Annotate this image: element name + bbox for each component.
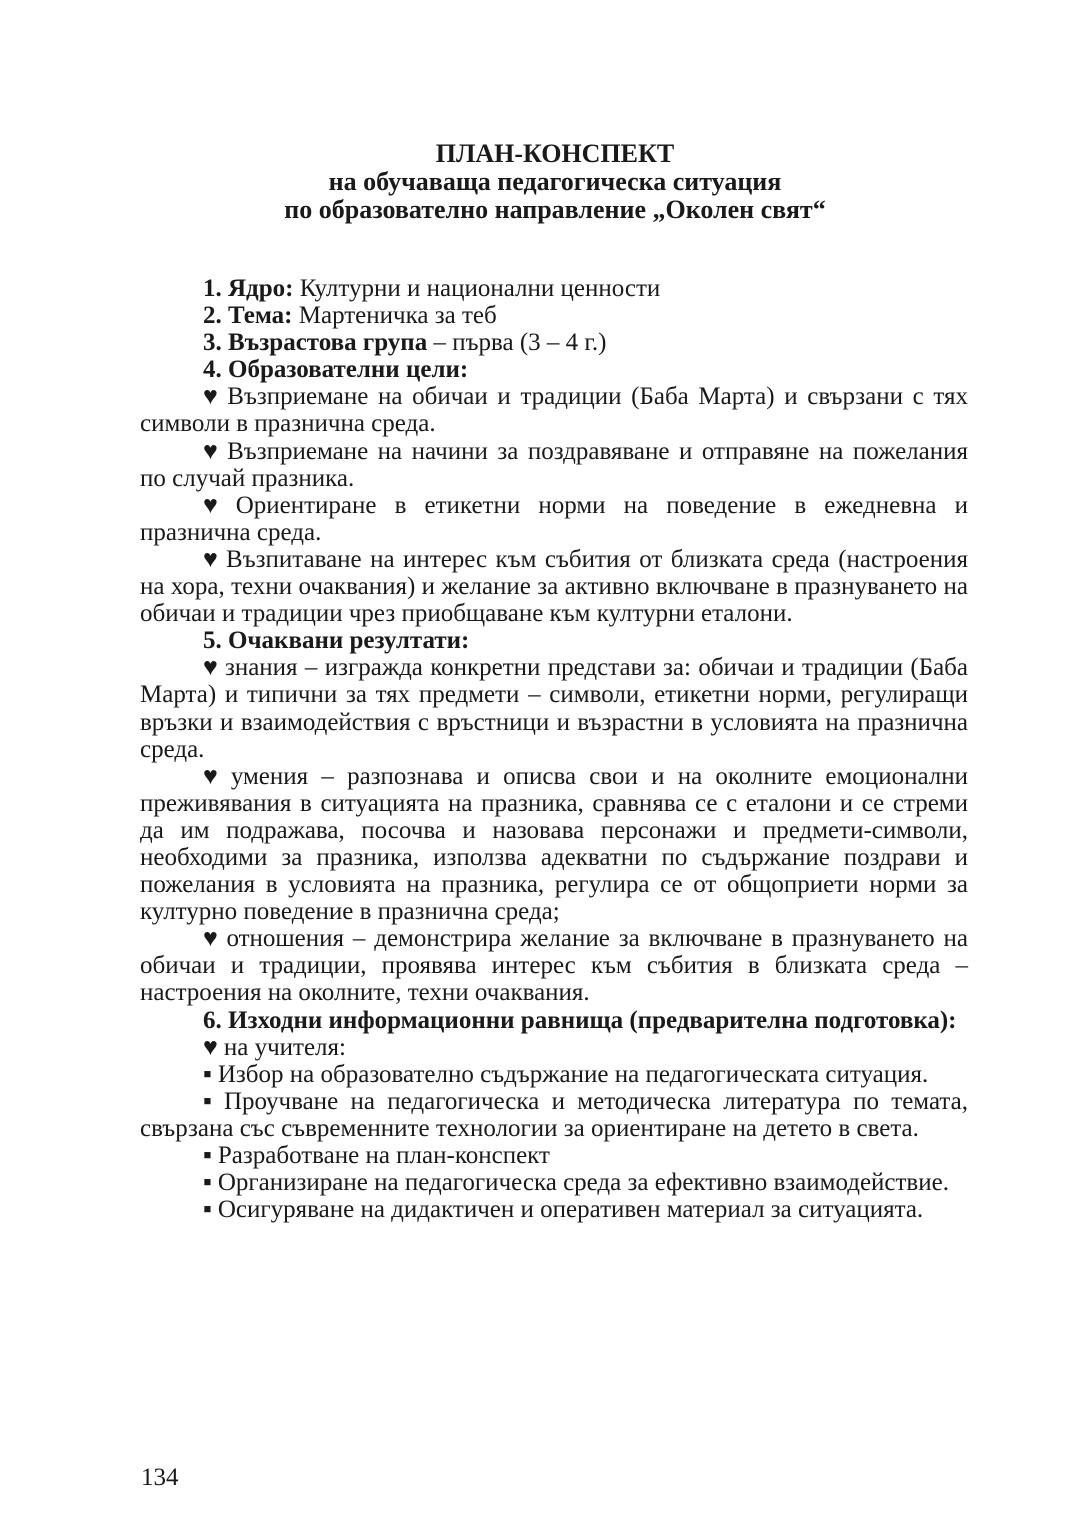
result-item: ♥ знания – изгражда конкретни представи за: обичаи и традиции (Баба Марта) и типични за тях предмети – символи, етикетни норми, регулиращи връзки и взаимодействия с връстници и възрастни в условията на празнична среда. [140,654,968,763]
heart-icon: ♥ [203,437,222,465]
age-label: 3. Възрастова група [203,329,428,357]
heart-icon: ♥ [203,1033,218,1061]
teacher-task: ▪ Осигуряване на дидактичен и оперативен материал за ситуацията. [203,1196,924,1224]
heart-icon: ♥ [203,491,230,519]
result-item: ♥ отношения – демонстрира желание за включване в празнуването на обичаи и традиции, проявява интерес към събития в близката среда – настроения на околните, техни очаквания. [140,925,968,1007]
title-line-1: ПЛАН-КОНСПЕКТ [435,139,675,168]
page-number: 134 [141,1464,179,1491]
results-heading: 5. Очаквани резултати: [203,627,470,655]
square-bullet-icon: ▪ [203,1169,212,1197]
item-core [140,275,968,302]
theme-value: Мартеничка за теб [292,302,497,330]
square-bullet-icon: ▪ [203,1196,212,1224]
heart-icon: ♥ [203,654,219,682]
preparation-heading: 6. Изходни информационни равнища (предварителна подготовка): [203,1006,957,1034]
heart-icon: ♥ [203,762,225,790]
square-bullet-icon: ▪ [203,1087,218,1115]
document-title [140,140,970,224]
goal-item: ♥ Възпитаване на интерес към събития от близката среда (настроения на хора, техни очаквания) и желание за активно включване в празнуването на обичаи и традиции чрез приобщаване към културни еталони. [140,545,969,628]
square-bullet-icon: ▪ [203,1060,212,1088]
teacher-task: ▪ Проучване на педагогическа и методическа литература по темата, свързана със съвременните технологии за ориентиране на детето в света. [140,1087,968,1142]
goal-item: ♥ Възприемане на начини за поздравяване и отправяне на пожелания по случай празника. [140,437,968,492]
goal-item: ♥ Ориентиране в етикетни норми на поведение в ежедневна и празнична среда. [140,491,969,546]
heart-icon: ♥ [203,545,221,573]
core-label: 1. Ядро: [203,275,294,302]
item-theme [140,302,968,329]
goal-item: ♥ Възприемане на обичаи и традиции (Баба Марта) и свързани с тях символи в празнична среда. [140,383,969,438]
core-value: Културни и национални ценности [293,275,661,302]
teacher-task: ▪ Избор на образователно съдържание на педагогическата ситуация. [203,1060,929,1088]
heart-icon: ♥ [203,383,222,411]
teacher-task: ▪ Организиране на педагогическа среда за ефективно взаимодействие. [203,1169,949,1197]
square-bullet-icon: ▪ [203,1142,212,1169]
teacher-heading: ♥ на учителя: [203,1033,346,1061]
document-body [140,275,968,1223]
item-age-group [140,329,968,356]
goals-heading: 4. Образователни цели: [203,356,469,384]
age-value: – първа (3 – 4 г.) [427,329,607,357]
result-item: ♥ умения – разпознава и описва свои и на околните емоционални преживявания в ситуацията на празника, сравнява се с еталони и се стреми да им подражава, посочва и назовава персонажи и предмети-символи, необходими за празника, използва адекватни по съдържание поздрави и пожелания в условията на празника, регулира се от общоприети норми за културно поведение в празнична среда; [140,762,968,926]
theme-label: 2. Тема: [203,302,293,330]
title-line-2: на обучаваща педагогическа ситуация [328,167,782,196]
teacher-task: ▪ Разработване на план-конспект [203,1142,550,1169]
heart-icon: ♥ [203,925,221,953]
title-line-3: по образователно направление „Околен свят“ [284,195,826,224]
